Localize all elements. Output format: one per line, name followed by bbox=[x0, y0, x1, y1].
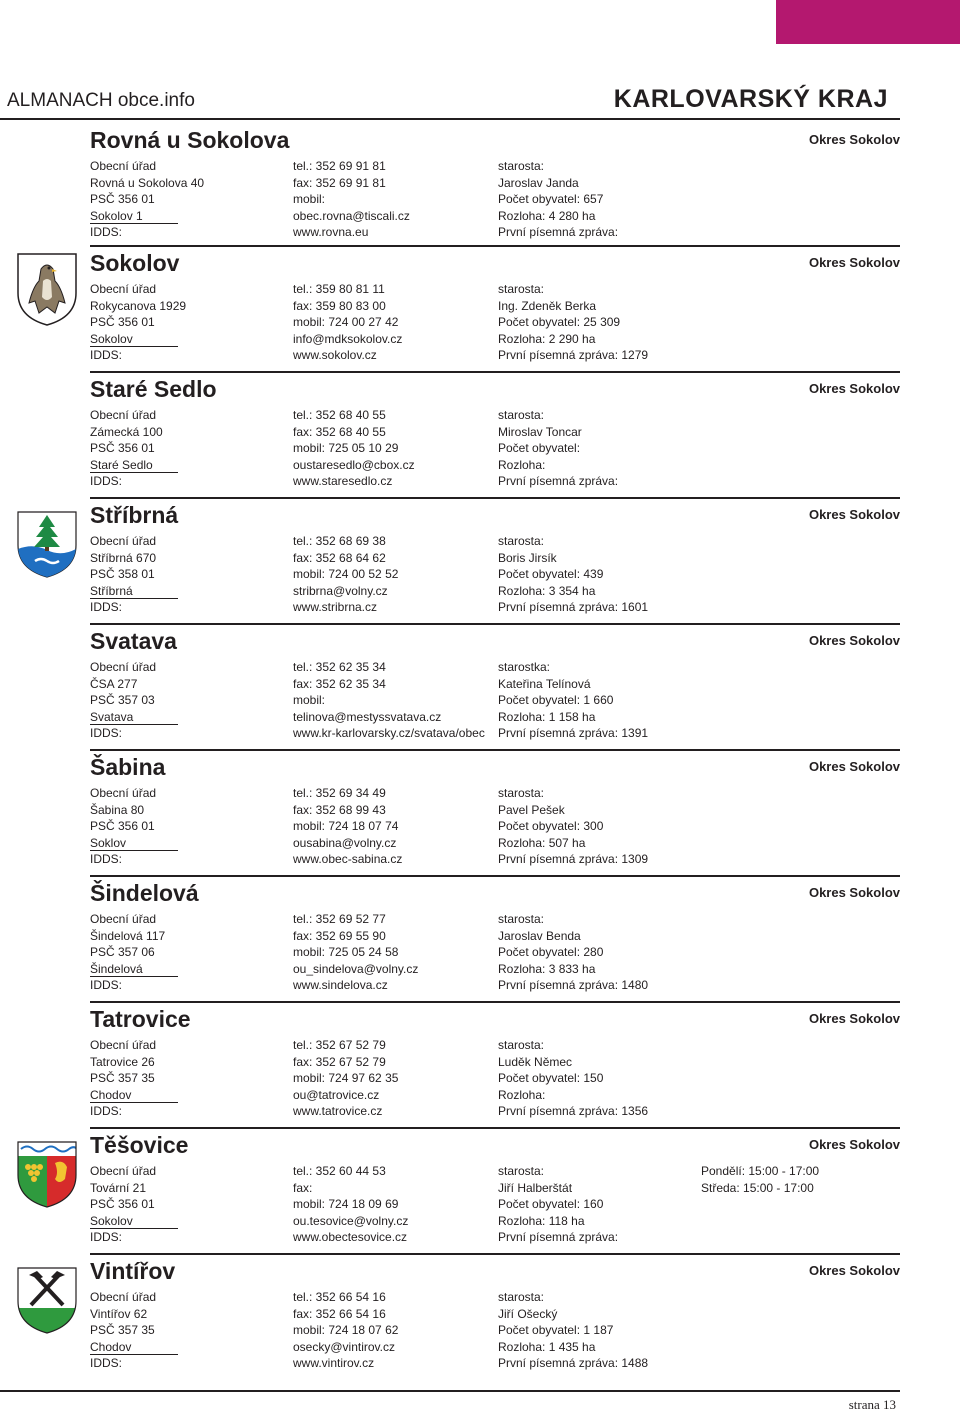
municipality-name: Svatava bbox=[90, 628, 177, 654]
website-link[interactable]: www.tatrovice.cz bbox=[293, 1104, 383, 1119]
tesovice-coat-of-arms-icon bbox=[15, 1133, 79, 1209]
office-address: Obecní úřad Šabina 80 PSČ 356 01 Soklov IDDS: bbox=[90, 785, 240, 868]
municipality-entry bbox=[0, 623, 960, 749]
office-address: Obecní úřad ČSA 277 PSČ 357 03 Svatava IDDS: bbox=[90, 659, 240, 742]
municipality-name: Vintířov bbox=[90, 1258, 176, 1284]
website-link[interactable]: www.obec-sabina.cz bbox=[293, 852, 403, 867]
municipality-name: Rovná u Sokolova bbox=[90, 127, 290, 153]
email-link[interactable]: osecky@vintirov.cz bbox=[293, 1339, 395, 1354]
municipality-entry bbox=[0, 1253, 960, 1379]
office-address: Obecní úřad Šindelová 117 PSČ 357 06 Šindelová IDDS: bbox=[90, 911, 240, 994]
entry-rule bbox=[90, 623, 900, 625]
vintirov-coat-of-arms-icon bbox=[15, 1259, 79, 1335]
municipality-name: Sokolov bbox=[90, 250, 180, 276]
website-link[interactable]: www.sokolov.cz bbox=[293, 348, 377, 363]
office-address: Obecní úřad Rovná u Sokolova 40 PSČ 356 01 Sokolov 1 IDDS: bbox=[90, 159, 205, 240]
email-link[interactable]: ou@tatrovice.cz bbox=[293, 1087, 380, 1102]
office-address: Obecní úřad Vintířov 62 PSČ 357 35 Chodov IDDS: bbox=[90, 1289, 240, 1372]
publication-title: ALMANACH obce.info bbox=[7, 90, 195, 111]
contact-info: tel.: 352 69 52 77 fax: 352 69 55 90 mobil: 725 05 24 58 ou_sindelova@volny.cz www.sindelova.cz bbox=[293, 911, 493, 994]
district-label: Okres Sokolov bbox=[808, 132, 900, 147]
municipality-entry bbox=[0, 371, 960, 497]
district-label: Okres Sokolov bbox=[808, 255, 900, 270]
municipality-entry bbox=[0, 1001, 960, 1127]
entry-rule bbox=[90, 497, 900, 499]
contact-info: tel.: 352 60 44 53 fax: mobil: 724 18 09 69 ou.tesovice@volny.cz www.obectesovice.cz bbox=[293, 1163, 493, 1246]
district-label: Okres Sokolov bbox=[808, 1011, 900, 1026]
municipality-entry bbox=[0, 875, 960, 1001]
municipality-entry bbox=[0, 497, 960, 623]
website-link[interactable]: www.sindelova.cz bbox=[293, 978, 388, 993]
contact-info: tel.: 352 67 52 79 fax: 352 67 52 79 mobil: 724 97 62 35 ou@tatrovice.cz www.tatrovice.cz bbox=[293, 1037, 493, 1120]
website-link[interactable]: www.kr-karlovarsky.cz/svatava/obec bbox=[293, 726, 485, 741]
office-address: Obecní úřad Tovární 21 PSČ 356 01 Sokolov IDDS: bbox=[90, 1163, 240, 1246]
district-label: Okres Sokolov bbox=[808, 885, 900, 900]
mayor-and-stats: starosta: Pavel Pešek Počet obyvatel: 300 Rozloha: 507 ha První písemná zpráva: 1309 bbox=[498, 786, 649, 867]
municipality-name: Šabina bbox=[90, 754, 166, 780]
website-link[interactable]: www.rovna.eu bbox=[293, 225, 369, 240]
contact-info: tel.: 352 66 54 16 fax: 352 66 54 16 mobil: 724 18 07 62 osecky@vintirov.cz www.vintirov.cz bbox=[293, 1289, 493, 1372]
mayor-and-stats: starosta: Jaroslav Janda Počet obyvatel: 657 Rozloha: 4 280 ha První písemná zpráva: bbox=[498, 159, 619, 240]
email-link[interactable]: ou_sindelova@volny.cz bbox=[293, 961, 419, 976]
region-title: KARLOVARSKÝ KRAJ bbox=[613, 85, 888, 113]
email-link[interactable]: ousabina@volny.cz bbox=[293, 835, 397, 850]
mayor-and-stats: starosta: Jiří Ošecký Počet obyvatel: 1 187 Rozloha: 1 435 ha První písemná zpráva: 1488 bbox=[498, 1290, 649, 1371]
entry-rule bbox=[90, 875, 900, 877]
office-address: Obecní úřad Zámecká 100 PSČ 356 01 Staré Sedlo IDDS: bbox=[90, 407, 240, 490]
entry-rule bbox=[90, 1253, 900, 1255]
entry-rule bbox=[90, 1127, 900, 1129]
municipality-entry bbox=[0, 245, 960, 371]
mayor-and-stats: starosta: Boris Jirsík Počet obyvatel: 439 Rozloha: 3 354 ha První písemná zpráva: 1601 bbox=[498, 534, 649, 615]
contact-info: tel.: 359 80 81 11 fax: 359 80 83 00 mobil: 724 00 27 42 info@mdksokolov.cz www.sokolov.cz bbox=[293, 281, 493, 364]
office-hours: Pondělí: 15:00 - 17:00 Středa: 15:00 - 17:00 bbox=[701, 1164, 820, 1195]
email-link[interactable]: info@mdksokolov.cz bbox=[293, 331, 403, 346]
stribrna-coat-of-arms-icon bbox=[15, 503, 79, 579]
contact-info: tel.: 352 69 34 49 fax: 352 68 99 43 mobil: 724 18 07 74 ousabina@volny.cz www.obec-sabina.cz bbox=[293, 785, 493, 868]
district-label: Okres Sokolov bbox=[808, 759, 900, 774]
municipality-name: Šindelová bbox=[90, 880, 199, 906]
municipality-name: Staré Sedlo bbox=[90, 376, 217, 402]
entry-rule bbox=[90, 371, 900, 373]
email-link[interactable]: obec.rovna@tiscali.cz bbox=[293, 208, 410, 223]
district-label: Okres Sokolov bbox=[808, 1263, 900, 1278]
contact-info: tel.: 352 62 35 34 fax: 352 62 35 34 mobil: telinova@mestyssvatava.cz www.kr-karlovarsky.cz/svatava/obec bbox=[293, 659, 493, 742]
website-link[interactable]: www.obectesovice.cz bbox=[293, 1230, 408, 1245]
entry-rule bbox=[90, 749, 900, 751]
website-link[interactable]: www.staresedlo.cz bbox=[293, 474, 393, 489]
office-address: Obecní úřad Tatrovice 26 PSČ 357 35 Chodov IDDS: bbox=[90, 1037, 240, 1120]
municipality-name: Tatrovice bbox=[90, 1006, 191, 1032]
mayor-and-stats: starosta: Ing. Zdeněk Berka Počet obyvatel: 25 309 Rozloha: 2 290 ha První písemná zpráva: 1279 bbox=[498, 282, 649, 363]
contact-info: tel.: 352 69 91 81 fax: 352 69 91 81 mobil: obec.rovna@tiscali.cz www.rovna.eu bbox=[293, 158, 493, 241]
email-link[interactable]: telinova@mestyssvatava.cz bbox=[293, 709, 442, 724]
email-link[interactable]: ou.tesovice@volny.cz bbox=[293, 1213, 409, 1228]
mayor-and-stats: starostka: Kateřina Telínová Počet obyvatel: 1 660 Rozloha: 1 158 ha První písemná zpráva: 1391 bbox=[498, 660, 649, 741]
corner-color-tab bbox=[776, 0, 960, 44]
municipality-name: Těšovice bbox=[90, 1132, 189, 1158]
website-link[interactable]: www.vintirov.cz bbox=[293, 1356, 375, 1371]
contact-info: tel.: 352 68 69 38 fax: 352 68 64 62 mobil: 724 00 52 52 stribrna@volny.cz www.stribrna.cz bbox=[293, 533, 493, 616]
district-label: Okres Sokolov bbox=[808, 507, 900, 522]
sokolov-coat-of-arms-icon bbox=[15, 251, 79, 327]
district-label: Okres Sokolov bbox=[808, 1137, 900, 1152]
municipality-entry bbox=[0, 1127, 960, 1253]
entry-rule bbox=[90, 245, 900, 247]
contact-info: tel.: 352 68 40 55 fax: 352 68 40 55 mobil: 725 05 10 29 oustaresedlo@cbox.cz www.staresedlo.cz bbox=[293, 407, 493, 490]
mayor-and-stats: starosta: Luděk Němec Počet obyvatel: 150 Rozloha: První písemná zpráva: 1356 bbox=[498, 1038, 649, 1119]
municipality-entry bbox=[0, 749, 960, 875]
mayor-and-stats: starosta: Miroslav Toncar Počet obyvatel: Rozloha: První písemná zpráva: bbox=[498, 408, 619, 489]
email-link[interactable]: stribrna@volny.cz bbox=[293, 583, 388, 598]
mayor-and-stats: starosta: Jiří Halberštát Počet obyvatel: 160 Rozloha: 118 ha První písemná zpráva: bbox=[498, 1164, 619, 1245]
entry-rule bbox=[90, 1001, 900, 1003]
district-label: Okres Sokolov bbox=[808, 381, 900, 396]
website-link[interactable]: www.stribrna.cz bbox=[293, 600, 378, 615]
email-link[interactable]: oustaresedlo@cbox.cz bbox=[293, 457, 415, 472]
page-number: strana 13 bbox=[848, 1397, 896, 1412]
footer-rule bbox=[0, 1390, 900, 1392]
office-address: Obecní úřad Stříbrná 670 PSČ 358 01 Stříbrná IDDS: bbox=[90, 533, 240, 616]
office-address: Obecní úřad Rokycanova 1929 PSČ 356 01 Sokolov IDDS: bbox=[90, 282, 187, 363]
district-label: Okres Sokolov bbox=[808, 633, 900, 648]
mayor-and-stats: starosta: Jaroslav Benda Počet obyvatel: 280 Rozloha: 3 833 ha První písemná zpráva: 1480 bbox=[498, 912, 649, 993]
header-rule bbox=[0, 118, 900, 120]
municipality-name: Stříbrná bbox=[90, 502, 179, 528]
municipality-entry bbox=[0, 122, 960, 248]
